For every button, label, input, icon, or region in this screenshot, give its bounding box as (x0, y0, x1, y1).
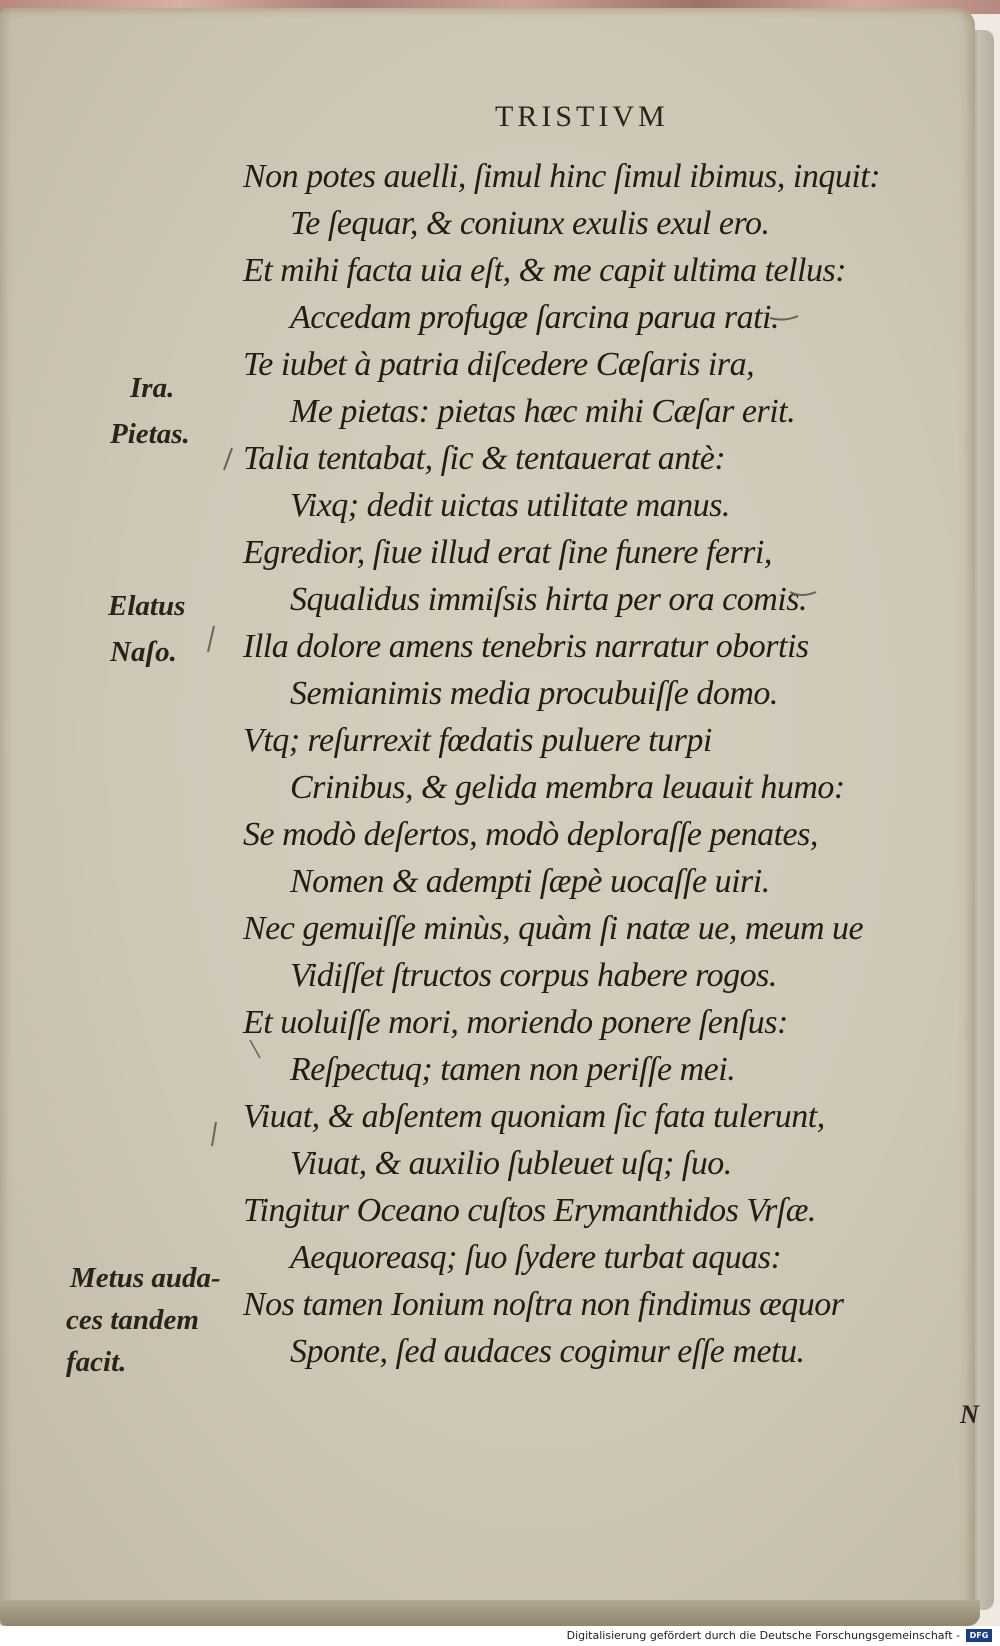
catchword: N (960, 1400, 979, 1429)
verse-line: Et mihi facta uia eſt, & me capit ultima tellus: (243, 252, 847, 289)
verse-line: Et uoluiſſe mori, moriendo ponere ſenſus: (243, 1004, 788, 1041)
verse-line: Nomen & adempti ſæpè uocaſſe uiri. (290, 863, 770, 900)
marginal-note: Naſo. (110, 636, 177, 668)
verse-line: Vtq; reſurrexit fœdatis puluere turpi (243, 722, 712, 759)
marginal-note: facit. (66, 1346, 127, 1378)
verse-line: Semianimis media procubuiſſe domo. (290, 675, 778, 712)
marginal-note: Pietas. (110, 418, 190, 450)
running-title: TRISTIVM (495, 100, 669, 133)
verse-line: Non potes auelli, ſimul hinc ſimul ibimus, inquit: (243, 158, 881, 195)
verse-line: Reſpectuq; tamen non periſſe mei. (290, 1051, 736, 1088)
funding-credit: Digitalisierung gefördert durch die Deutsche Forschungsgemeinschaft - (566, 1629, 960, 1642)
verse-line: Egredior, ſiue illud erat ſine funere ferri, (243, 534, 772, 571)
footer-bar (0, 1626, 1000, 1646)
verse-line: Vixq; dedit uictas utilitate manus. (290, 487, 730, 524)
verse-line: Se modò deſertos, modò deploraſſe penates, (243, 816, 818, 853)
verse-line: Tingitur Oceano cuſtos Erymanthidos Vrſæ. (243, 1192, 816, 1229)
verse-line: Squalidus immiſsis hirta per ora comis. (290, 581, 807, 618)
verse-line: Vidiſſet ſtructos corpus habere rogos. (290, 957, 777, 994)
marginal-note: Ira. (130, 372, 175, 404)
dfg-logo-icon: DFG (966, 1629, 992, 1642)
verse-line: Te iubet à patria diſcedere Cæſaris ira, (243, 346, 755, 383)
marginal-note: Elatus (108, 590, 186, 622)
marginal-note: Metus auda- (70, 1262, 221, 1294)
verse-line: Aequoreasq; ſuo ſydere turbat aquas: (290, 1239, 782, 1276)
verse-line: Sponte, ſed audaces cogimur eſſe metu. (290, 1333, 805, 1370)
verse-line: Nec gemuiſſe minùs, quàm ſi natæ ue, meum ue (243, 910, 864, 947)
verse-line: Nos tamen Ionium noſtra non findimus æquor (243, 1286, 844, 1323)
verse-line: Accedam profugæ ſarcina parua rati. (290, 299, 779, 336)
verse-line: Viuat, & auxilio ſubleuet uſq; ſuo. (290, 1145, 732, 1182)
verse-line: Te ſequar, & coniunx exulis exul ero. (290, 205, 770, 242)
verse-line: Talia tentabat, ſic & tentauerat antè: (243, 440, 726, 477)
marginal-note: ces tandem (66, 1304, 199, 1336)
verse-line: Illa dolore amens tenebris narratur obortis (243, 628, 809, 665)
verse-line: Me pietas: pietas hæc mihi Cæſar erit. (290, 393, 796, 430)
verse-line: Crinibus, & gelida membra leuauit humo: (290, 769, 845, 806)
verse-line: Viuat, & abſentem quoniam ſic fata tulerunt, (243, 1098, 825, 1135)
